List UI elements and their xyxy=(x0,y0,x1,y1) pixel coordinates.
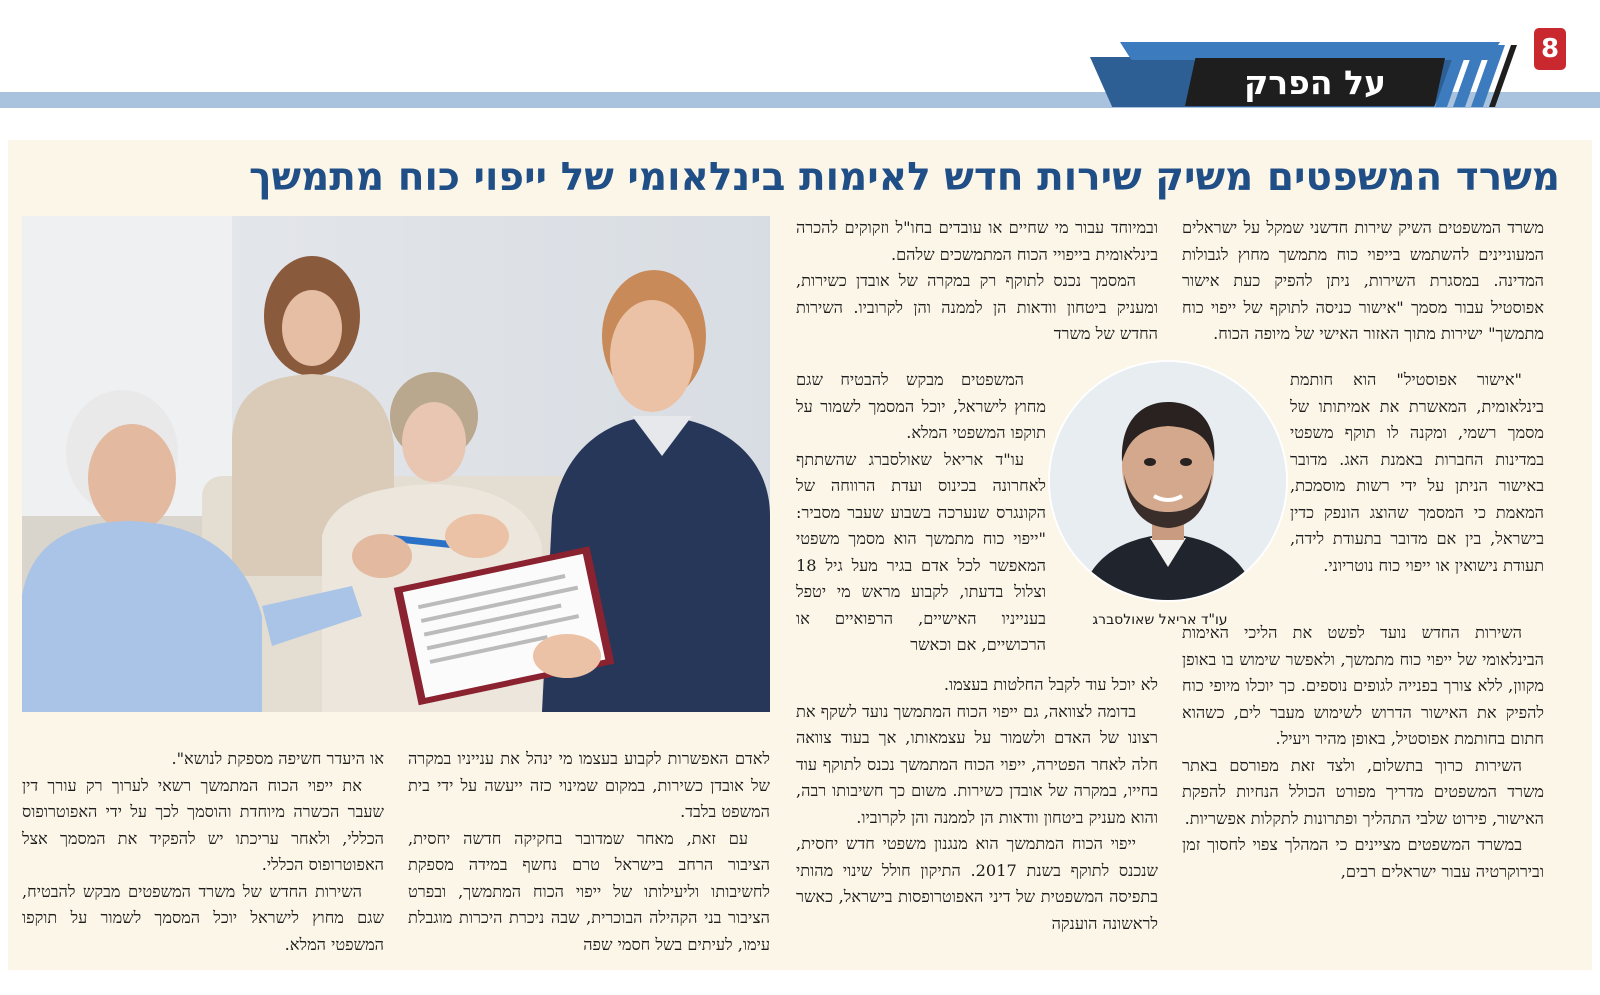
paragraph: השירות כרוך בתשלום, ולצד זאת מפורסם באתר משרד המשפטים מדריך מפורט הכולל הנחיות להפקת האישור, פירוט שלבי התהליך ופתרונות לתקלות אפשריות. xyxy=(1182,755,1544,828)
paragraph: במשרד המשפטים מציינים כי המהלך צפוי לחסוך זמן ובירוקרטיה עבור ישראלים רבים, xyxy=(1182,835,1544,881)
article-column-2-narrow xyxy=(796,367,1046,672)
paragraph: לאדם האפשרות לקבוע בעצמו מי ינהל את ענייניו במקרה של אובדן כשירות, במקום שמינוי כזה ייעשה על ידי בית המשפט בלבד. xyxy=(408,749,770,821)
paragraph: המסמך נכנס לתוקף רק במקרה של אובדן כשירות, ומעניק ביטחון וודאות הן לממנה והן לקרוביו. השירות החדש של משרד xyxy=(796,271,1158,343)
paragraph: המשפטים מבקש להבטיח שגם מחוץ לישראל, יוכל המסמך לשמור על תוקפו המשפטי המלא. xyxy=(796,370,1046,442)
paragraph: ובמיוחד עבור מי שחיים או עובדים בחו"ל וזקוקים להכרה בינלאומית בייפויי הכוח המתמשכים שלהם. xyxy=(796,218,1158,264)
article-headline: משרד המשפטים משיק שירות חדש לאימות בינלאומי של ייפוי כוח מתמשך xyxy=(248,155,1560,200)
paragraph: השירות החדש נועד לפשט את הליכי האימות הבינלאומי של ייפוי כוח מתמשך, ולאפשר שימוש בו באופן מקוון, ללא צורך בפנייה לגופים נוספים. כך יוכלו מיופי כוח להפיק את האישור הדרוש לשימוש מעבר לים, כשהוא חתום בחותמת אפוסטיל, באופן מהיר ויעיל. xyxy=(1182,623,1544,748)
paragraph: לא יוכל עוד לקבל החלטות בעצמו. xyxy=(943,675,1158,694)
page-number-badge: 8 xyxy=(1534,28,1566,70)
article-photo xyxy=(22,216,770,712)
family-lawyer-photo xyxy=(22,216,770,712)
paragraph: בדומה לצוואה, גם ייפוי הכוח המתמשך נועד לשקף את רצונו של האדם ולשמור על עצמאותו, אך בעוד צוואה חלה לאחר הפטירה, ייפוי הכוח המתמשך נכנס לתוקף עוד בחייו, במקרה של אובדן כשירות. משום כך חשיבותו רבה, והוא מעניק ביטחון וודאות הן לממנה והן לקרוביו. xyxy=(796,701,1158,827)
article-column-3 xyxy=(408,746,770,960)
paragraph: עו"ד אריאל שאולסברג שהשתתף לאחרונה בכינוס ועדת הרווחה של הקונגרס שנערכה בשבוע שעבר מסביר: "ייפוי כוח מתמשך הוא מסמך משפטי המאפשר לכל אדם בגיר מעל גיל 18 וצלול בדעתו, לקבוע מראש מי יטפל בענייניו האישיים, הרפואיים או הרכושיים, אם וכאשר xyxy=(796,449,1046,654)
article-column-1-narrow xyxy=(1290,367,1544,617)
article-column-2-top xyxy=(796,215,1158,367)
paragraph: עם זאת, מאחר שמדובר בחקיקה חדשה יחסית, הציבור הרחב בישראל טרם נחשף במידה מספקת לחשיבותו וליעילותו של ייפוי הכוח המתמשך, ובפרט הציבור בני הקהילה הבוכרית, שבה ניכרת היכרות מוגבלת עימו, לעיתים בשל חסמי שפה xyxy=(408,828,770,954)
article-column-4 xyxy=(22,746,384,960)
paragraph: ייפוי הכוח המתמשך הוא מנגנון משפטי חדש יחסית, שנכנס לתוקף בשנת 2017. התיקון חולל שינוי מהותי בתפיסה המשפטית של דיני האפוטרופסות בישראל, כאשר לראשונה הוענקה xyxy=(796,834,1158,933)
paragraph: או היעדר חשיפה מספקת לנושא". xyxy=(171,749,384,768)
paragraph: משרד המשפטים השיק שירות חדשני שמקל על ישראלים המעוניינים להשתמש בייפוי כוח מתמשך מחוץ לגבולות המדינה. במסגרת השירות, ניתן להפיק כעת אישור אפוסטיל עבור מסמך "אישור כניסה לתוקף של ייפוי כוח מתמשך" ישירות מתוך האזור האישי של מיופה הכוח. xyxy=(1182,218,1544,343)
paragraph: השירות החדש של משרד המשפטים מבקש להבטיח, שגם מחוץ לישראל יוכל המסמך לשמור על תוקפו המשפטי המלא. xyxy=(22,881,384,954)
portrait-caption: עו"ד אריאל שאולסברג xyxy=(1092,612,1228,628)
portrait-image xyxy=(1050,362,1286,600)
article-column-1-top xyxy=(1182,215,1544,367)
lawyer-portrait xyxy=(1050,362,1286,600)
decorative-slashes xyxy=(1435,45,1525,107)
article-column-1-bottom xyxy=(1182,620,1544,960)
paragraph: את ייפוי הכוח המתמשך רשאי לערוך רק עורך דין שעבר הכשרה מיוחדת והוסמך לכך על ידי האפוטרופוס הכללי, ולאחר עריכתו יש להפקיד את המסמך אצל האפוטרופוס הכללי. xyxy=(22,775,384,874)
section-label: על הפרק xyxy=(1244,63,1386,102)
paragraph: "אישור אפוסטיל" הוא חותמת בינלאומית, המאשרת את אמיתותו של מסמך רשמי, ומקנה לו תוקף משפטי במדינות החברות באמנת האג. מדובר באישור הניתן על ידי רשות מוסמכת, המאמת כי המסמך שהוצג הונפק כדין בישראל, בין אם מדובר בתעודת לידה, תעודת נישואין או ייפוי כוח נוטריוני. xyxy=(1290,370,1544,575)
article-column-2-bottom xyxy=(796,672,1158,960)
